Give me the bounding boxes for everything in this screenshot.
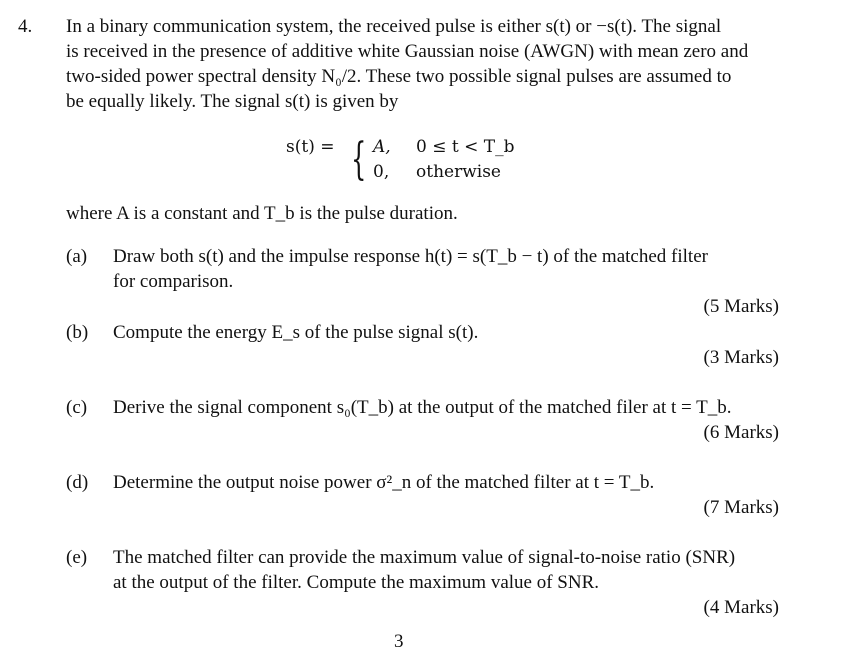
part-d-label: (d)	[66, 472, 89, 493]
part-e-marks: (4 Marks)	[703, 597, 779, 618]
part-b-line-1: Compute the energy E_s of the pulse signal s(t).	[113, 322, 479, 343]
equation-lhs: s(t) =	[286, 137, 335, 157]
equation-case2-value: 0,	[373, 162, 390, 182]
where-text: where A is a constant and T_b is the pulse duration.	[66, 203, 458, 224]
part-e-line-1: The matched filter can provide the maximum value of signal-to-noise ratio (SNR)	[113, 547, 736, 568]
part-e-label: (e)	[66, 547, 88, 568]
part-a-line-2: for comparison.	[113, 271, 234, 292]
intro-line: be equally likely. The signal s(t) is given by	[66, 91, 399, 112]
question-intro	[66, 14, 786, 114]
intro-line: is received in the presence of additive white Gaussian noise (AWGN) with mean zero and	[66, 41, 749, 62]
equation-case1-condition: 0 ≤ t < T_b	[416, 137, 515, 157]
part-a-line-1: Draw both s(t) and the impulse response h(t) = s(T_b − t) of the matched filter	[113, 246, 708, 267]
intro-line: two-sided power spectral density N₀/2. These two possible signal pulses are assumed to	[66, 66, 732, 87]
part-d-line-1: Determine the output noise power σ²_n of the matched filter at t = T_b.	[113, 472, 655, 493]
part-e-line-2: at the output of the filter. Compute the maximum value of SNR.	[113, 572, 600, 593]
equation-brace: {	[351, 134, 367, 185]
part-a-label: (a)	[66, 246, 88, 267]
part-b-marks: (3 Marks)	[703, 347, 779, 368]
part-d-marks: (7 Marks)	[703, 497, 779, 518]
part-b-label: (b)	[66, 322, 89, 343]
question-number: 4.	[18, 16, 33, 37]
part-c-line-1: Derive the signal component s₀(T_b) at the output of the matched filer at t = T_b.	[113, 397, 732, 418]
equation-case1-value: A,	[373, 137, 391, 157]
part-a-marks: (5 Marks)	[703, 296, 779, 317]
part-c-label: (c)	[66, 397, 88, 418]
intro-line: In a binary communication system, the received pulse is either s(t) or −s(t). The signal	[66, 16, 722, 37]
equation-case2-condition: otherwise	[416, 162, 501, 182]
part-c-marks: (6 Marks)	[703, 422, 779, 443]
page-number: 3	[394, 631, 404, 652]
